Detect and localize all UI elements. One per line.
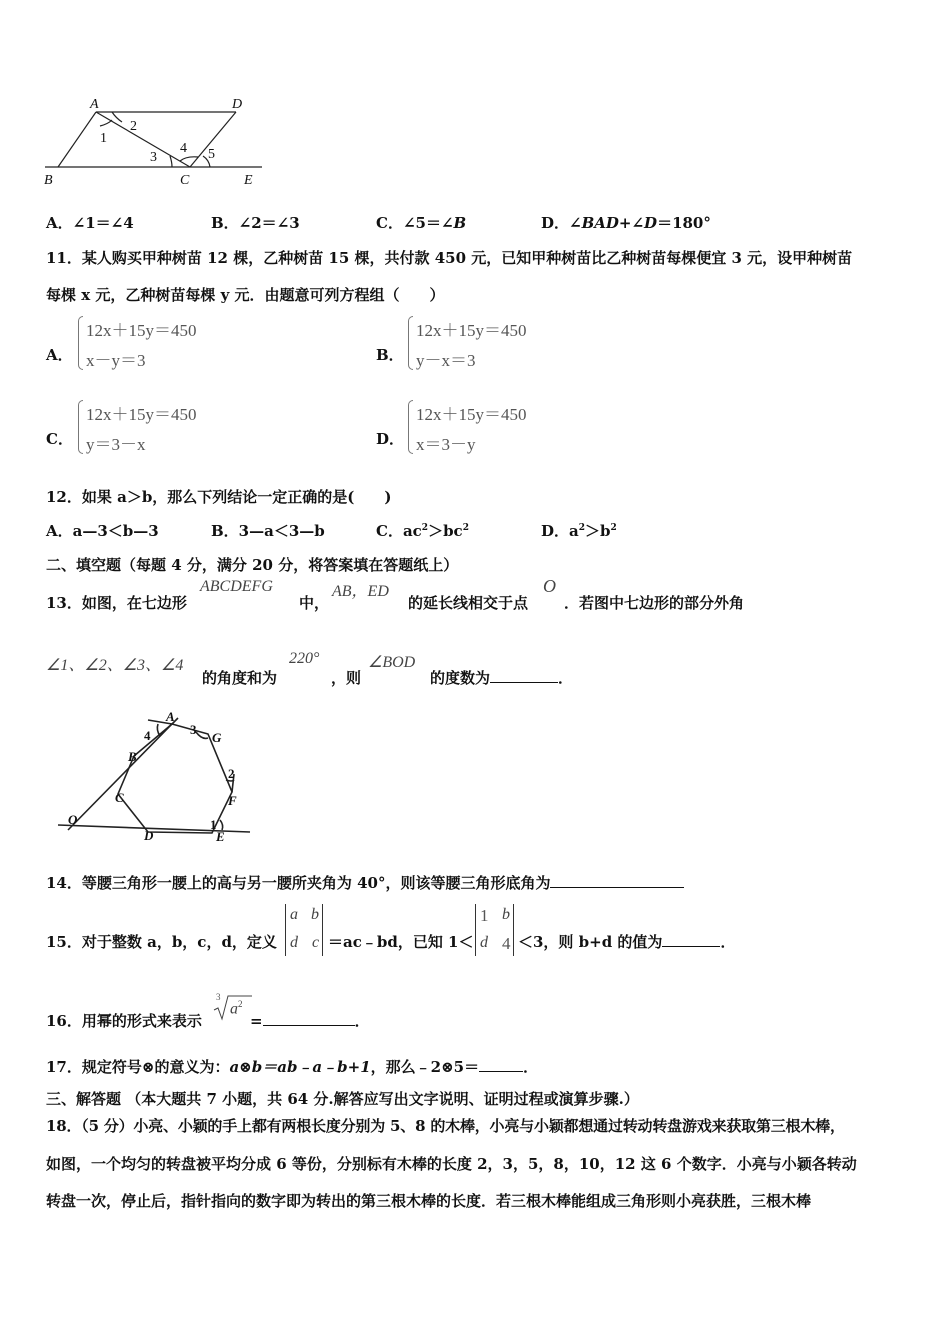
q12-option-c xyxy=(376,520,469,541)
fig13-arc-4 xyxy=(157,724,160,736)
fig13-label-b: B xyxy=(128,749,137,764)
q10-option-d-d: D xyxy=(644,214,658,232)
q11-stem-line1: 11．某人购买甲种树苗 12 棵，乙种树苗 15 棵，共付款 450 元，已知甲种树苗比乙种树苗每棵便宜 3 元，设甲种树苗 xyxy=(46,249,853,267)
q10-option-d-end: ＝180° xyxy=(657,214,711,232)
q13-point-o: O xyxy=(543,576,556,596)
q15-det1-d: d xyxy=(290,934,298,951)
section2-title: 二、填空题（每题 4 分，满分 20 分，将答案填在答题纸上） xyxy=(46,556,459,574)
heptagon-figure xyxy=(52,708,258,844)
q15-det2-d: d xyxy=(480,934,488,951)
q13-part4: ．若图中七边形的部分外角 xyxy=(564,594,745,612)
q13-degree-sum: 220° xyxy=(289,650,320,667)
q18-line2: 如图，一个均匀的转盘被平均分成 6 等份，分别标有木棒的长度 2，3，5，8，10，12 这 6 个数字．小亮与小颖各转动 xyxy=(46,1155,857,1173)
fig10-label-d: D xyxy=(232,97,243,112)
q13-sides: AB，ED xyxy=(332,583,389,600)
q17-answer-blank[interactable] xyxy=(479,1057,523,1072)
q11-option-d-eq1: 12x＋15y＝450 xyxy=(416,405,527,424)
fig10-line-ab xyxy=(58,112,96,167)
fig10-label-e: E xyxy=(244,173,253,188)
q17-expression: a⊗b＝ab﹣a﹣b+1 xyxy=(229,1058,371,1076)
q17-part2: ，那么﹣2⊗5＝ xyxy=(370,1058,480,1076)
q14-stem xyxy=(46,872,684,893)
fig13-label-d: D xyxy=(144,828,154,843)
q15-det2-1: 1 xyxy=(480,906,489,925)
q10-option-b: B．∠2＝∠3 xyxy=(211,214,300,232)
q13-polygon-name: ABCDEFG xyxy=(200,578,273,595)
q15-part3 xyxy=(518,931,735,952)
q11-option-a-eq1: 12x＋15y＝450 xyxy=(86,321,197,340)
q10-option-a: A．∠1＝∠4 xyxy=(46,214,134,232)
q16-part3: ． xyxy=(354,1012,370,1030)
q11-option-a-label: A． xyxy=(46,346,73,364)
q11-option-b-eq2: y－x＝3 xyxy=(416,351,476,370)
fig10-arc-3 xyxy=(170,156,172,167)
fig13-label-3: 3 xyxy=(190,722,197,737)
fig10-arc-2 xyxy=(112,112,122,122)
fig13-label-4: 4 xyxy=(144,728,151,743)
q11-option-a-eq2: x－y＝3 xyxy=(86,351,146,370)
q10-option-c xyxy=(376,212,466,233)
q13-part6: ，则 xyxy=(331,669,362,687)
q12-option-a: A．a—3＜b—3 xyxy=(46,522,159,540)
q16-part1: 16．用幂的形式来表示 xyxy=(46,1012,202,1030)
q15-part4: ． xyxy=(720,933,736,951)
q13-angles: ∠1、∠2、∠3、∠4 xyxy=(46,657,184,674)
q11-option-b-eq1: 12x＋15y＝450 xyxy=(416,321,527,340)
fig10-label-a: A xyxy=(90,97,99,112)
q13-part2: 中， xyxy=(299,594,330,612)
fig13-label-g: G xyxy=(212,730,222,745)
fig13-label-o: O xyxy=(68,812,78,827)
q10-option-c-var: B xyxy=(453,214,467,232)
q11-option-c-eq2: y＝3－x xyxy=(86,435,146,454)
q13-part7 xyxy=(430,667,573,688)
q15-det2-left-bar xyxy=(475,904,476,956)
q11-option-d-eq2: x＝3－y xyxy=(416,435,476,454)
q11-option-c-eq1: 12x＋15y＝450 xyxy=(86,405,197,424)
q16-equals: = xyxy=(250,1012,263,1030)
q14-text: 14．等腰三角形一腰上的高与另一腰所夹角为 40°，则该等腰三角形底角为 xyxy=(46,874,551,892)
q12-option-c-mid: ＞bc xyxy=(428,522,463,540)
q11-option-d-label: D． xyxy=(376,430,405,448)
q13-part5: 的角度和为 xyxy=(202,669,278,687)
q11-stem-line2: 每棵 x 元，乙种树苗每棵 y 元．由题意可列方程组（ ） xyxy=(46,286,445,304)
q16-answer-blank[interactable] xyxy=(263,1011,355,1026)
q14-answer-blank[interactable] xyxy=(550,873,684,888)
q11-option-b-label: B． xyxy=(376,346,404,364)
q10-option-d-text: D．∠ xyxy=(541,214,582,232)
fig13-label-1: 1 xyxy=(210,817,217,832)
fig13-label-a: A xyxy=(166,709,175,724)
q15-part3-text: ＜3，则 b+d 的值为 xyxy=(518,933,663,951)
q13-part7-text: 的度数为 xyxy=(430,669,491,687)
fig13-label-c: C xyxy=(115,790,124,805)
q15-det2-b: b xyxy=(502,906,510,923)
q15-det1-a: a xyxy=(290,906,298,923)
q18-line3: 转盘一次，停止后，指针指向的数字即为转出的第三根木棒的长度．若三根木棒能组成三角形则小亮获胜，三根木棒 xyxy=(46,1192,812,1210)
q12-option-d-sup2: 2 xyxy=(610,523,617,533)
fig10-label-2: 2 xyxy=(130,119,137,134)
q12-option-d-mid: ＞b xyxy=(585,522,611,540)
q16-radicand-base: a xyxy=(230,1000,238,1018)
q15-det1-right-bar xyxy=(322,904,323,956)
fig10-label-5: 5 xyxy=(208,147,215,162)
section3-title: 三、解答题 （本大题共 7 小题，共 64 分.解答应写出文字说明、证明过程或演算步骤.） xyxy=(46,1090,639,1108)
q16-radicand xyxy=(230,999,243,1018)
fig10-label-c: C xyxy=(180,173,190,188)
q12-stem: 12．如果 a＞b，那么下列结论一定正确的是( ) xyxy=(46,488,392,506)
fig13-label-2: 2 xyxy=(228,766,235,781)
fig10-label-4: 4 xyxy=(180,141,187,156)
q17-part1: 17．规定符号⊗的意义为： xyxy=(46,1058,230,1076)
q15-det1-b: b xyxy=(311,906,319,923)
q16-radicand-sup: 2 xyxy=(238,999,243,1009)
q17-stem xyxy=(46,1056,538,1077)
q15-det2-4: 4 xyxy=(502,934,511,953)
q16-part2 xyxy=(250,1010,370,1031)
q12-option-c-sup1: 2 xyxy=(421,523,429,533)
q12-option-d-sup1: 2 xyxy=(578,523,585,533)
q11-option-c-label: C． xyxy=(46,430,73,448)
q11-option-a-brace xyxy=(78,316,83,370)
fig10-line-ac xyxy=(96,112,190,167)
q13-part8: ． xyxy=(558,669,574,687)
q11-option-c-brace xyxy=(78,400,83,454)
fig10-label-3: 3 xyxy=(150,150,157,165)
q15-det1-left-bar xyxy=(285,904,286,956)
q10-option-c-text: C．∠5＝∠ xyxy=(376,214,454,232)
q11-option-b-brace xyxy=(408,316,413,370)
q17-part3: ． xyxy=(523,1058,539,1076)
q12-option-d xyxy=(541,520,617,541)
fig13-label-e: E xyxy=(216,829,225,844)
q10-option-d-bad: BAD xyxy=(581,214,619,232)
q11-option-d-brace xyxy=(408,400,413,454)
q15-det2-right-bar xyxy=(513,904,514,956)
q13-part1: 13．如图，在七边形 xyxy=(46,594,187,612)
fig13-line-ab-extended xyxy=(68,724,172,830)
q12-option-b: B．3—a＜3—b xyxy=(211,522,325,540)
fig10-arc-1 xyxy=(100,120,112,126)
q12-option-d-pre: D．a xyxy=(541,522,579,540)
q10-option-d xyxy=(541,212,711,233)
q18-line1: 18．（5 分）小亮、小颖的手上都有两根长度分别为 5、8 的木棒，小亮与小颖都想通过转动转盘游戏来获取第三根木棒， xyxy=(46,1117,845,1135)
q15-part1: 15．对于整数 a，b，c，d，定义 xyxy=(46,933,277,951)
q15-part2: ＝ac﹣bd，已知 1＜ xyxy=(328,933,474,951)
q15-det1-c: c xyxy=(312,934,320,951)
q16-root-index: 3 xyxy=(216,992,221,1002)
q10-option-d-plus: +∠ xyxy=(618,214,645,232)
q12-option-c-pre: C．ac xyxy=(376,522,422,540)
q15-answer-blank[interactable] xyxy=(662,932,720,947)
fig13-label-f: F xyxy=(228,793,237,808)
q13-part3: 的延长线相交于点 xyxy=(408,594,529,612)
fig10-label-b: B xyxy=(44,173,53,188)
fig10-label-1: 1 xyxy=(100,131,107,146)
q12-option-c-sup2: 2 xyxy=(462,523,469,533)
q13-answer-blank[interactable] xyxy=(490,668,558,683)
q13-angle-bod: ∠BOD xyxy=(368,654,416,671)
parallelogram-figure xyxy=(40,92,270,192)
